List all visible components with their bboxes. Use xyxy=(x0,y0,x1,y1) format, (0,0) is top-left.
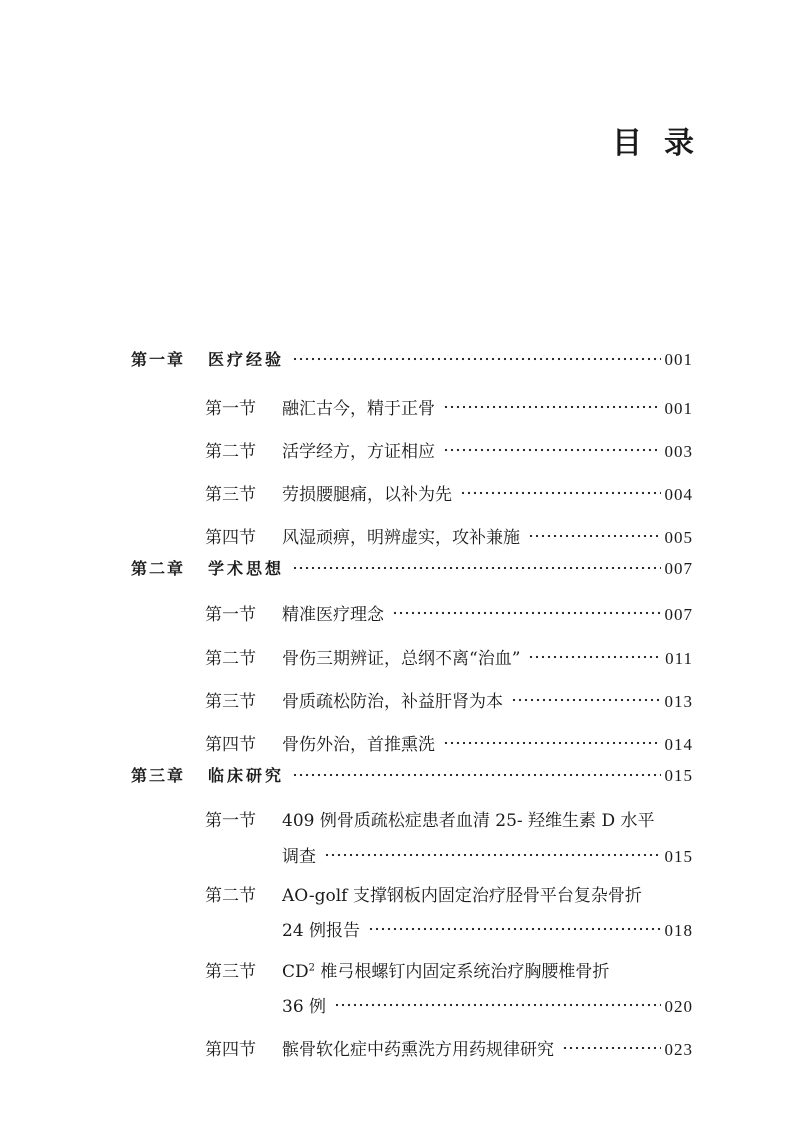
dot-leader xyxy=(292,566,660,570)
toc-section-3-4[interactable] xyxy=(205,1035,693,1060)
dot-leader xyxy=(392,611,661,615)
toc-chapter-2[interactable] xyxy=(131,556,693,579)
toc-section-2-1[interactable] xyxy=(205,600,693,625)
section-title: 骨伤外治，首推熏洗 xyxy=(282,735,435,755)
section-title-line-1 xyxy=(282,957,609,982)
section-number: 第四节 xyxy=(205,1040,256,1060)
page-number: 015 xyxy=(664,766,693,785)
dot-leader xyxy=(334,1003,660,1007)
toc-section-3-3-continued[interactable] xyxy=(282,992,693,1017)
section-title: 融汇古今，精于正骨 xyxy=(282,399,435,419)
dot-leader xyxy=(292,357,660,361)
page-title xyxy=(612,118,694,162)
dot-leader xyxy=(443,448,661,452)
section-number: 第一节 xyxy=(205,605,256,625)
section-title: 髌骨软化症中药熏洗方用药规律研究 xyxy=(282,1040,554,1060)
section-number: 第三节 xyxy=(205,962,256,982)
section-title-line-1: 409 例骨质疏松症患者血清 25- 羟维生素 D 水平 xyxy=(282,811,655,831)
toc-section-3-3[interactable] xyxy=(205,957,693,982)
chapter-number: 第三章 xyxy=(131,766,186,785)
superscript-2: 2 xyxy=(308,962,316,974)
section-title-line-2: 24 例报告 xyxy=(282,921,361,941)
page-number: 007 xyxy=(664,559,693,578)
section-title: 骨伤三期辨证，总纲不离“治血” xyxy=(282,649,521,669)
toc-section-1-4[interactable] xyxy=(205,523,693,548)
toc-section-3-1[interactable] xyxy=(205,806,693,831)
toc-section-1-3[interactable] xyxy=(205,480,693,505)
section-number: 第二节 xyxy=(205,886,256,906)
section-number: 第一节 xyxy=(205,399,256,419)
page-number: 004 xyxy=(664,485,693,504)
toc-chapter-1[interactable] xyxy=(131,347,693,370)
chapter-number: 第二章 xyxy=(131,559,186,578)
section-title-line-2: 调查 xyxy=(282,847,316,867)
page-number: 005 xyxy=(664,528,693,547)
toc-section-3-2[interactable] xyxy=(205,881,693,906)
title-char-2: 录 xyxy=(664,126,694,161)
dot-leader xyxy=(528,534,661,538)
section-title: 骨质疏松防治，补益肝肾为本 xyxy=(282,692,503,712)
section-number: 第三节 xyxy=(205,485,256,505)
page-number: 014 xyxy=(664,735,693,754)
toc-section-3-2-continued[interactable] xyxy=(282,916,693,941)
section-number: 第二节 xyxy=(205,442,256,462)
page-number: 020 xyxy=(664,997,693,1016)
chapter-number: 第一章 xyxy=(131,350,186,369)
page-number: 023 xyxy=(664,1040,693,1059)
toc-chapter-3[interactable] xyxy=(131,763,693,786)
section-title: 精准医疗理念 xyxy=(282,605,384,625)
chapter-title: 医疗经验 xyxy=(208,350,285,369)
section-number: 第一节 xyxy=(205,811,256,831)
page-number: 011 xyxy=(665,649,693,668)
page-number: 013 xyxy=(664,692,693,711)
toc-section-2-4[interactable] xyxy=(205,730,693,755)
cd-text: CD xyxy=(282,962,309,982)
toc-section-2-3[interactable] xyxy=(205,687,693,712)
section-number: 第三节 xyxy=(205,692,256,712)
chapter-title: 学术思想 xyxy=(208,559,285,578)
dot-leader xyxy=(368,927,660,931)
page-number: 003 xyxy=(664,442,693,461)
dot-leader xyxy=(443,405,661,409)
page-number: 001 xyxy=(664,350,693,369)
dot-leader xyxy=(324,853,661,857)
title-char-1: 目 xyxy=(612,126,642,161)
section-title: 劳损腰腿痛，以补为先 xyxy=(282,485,452,505)
dot-leader xyxy=(511,698,661,702)
dot-leader xyxy=(292,773,660,777)
toc-section-1-2[interactable] xyxy=(205,437,693,462)
toc-section-3-1-continued[interactable] xyxy=(282,842,693,867)
dot-leader xyxy=(460,491,661,495)
section-number: 第四节 xyxy=(205,735,256,755)
section-title-line-2: 36 例 xyxy=(282,997,327,1017)
dot-leader xyxy=(443,741,661,745)
dot-leader xyxy=(528,655,661,659)
section-title: 风湿顽痹，明辨虚实，攻补兼施 xyxy=(282,528,520,548)
section-title-line-1: AO-golf 支撑钢板内固定治疗胫骨平台复杂骨折 xyxy=(282,886,642,906)
page-number: 018 xyxy=(664,921,693,940)
toc-section-1-1[interactable] xyxy=(205,394,693,419)
title-rest: 椎弓根螺钉内固定系统治疗胸腰椎骨折 xyxy=(315,962,610,982)
page-number: 015 xyxy=(664,847,693,866)
section-number: 第二节 xyxy=(205,649,256,669)
dot-leader xyxy=(562,1046,661,1050)
toc-section-2-2[interactable] xyxy=(205,644,693,669)
chapter-title: 临床研究 xyxy=(208,766,285,785)
section-title: 活学经方，方证相应 xyxy=(282,442,435,462)
page-number: 001 xyxy=(664,399,693,418)
section-number: 第四节 xyxy=(205,528,256,548)
page-number: 007 xyxy=(664,605,693,624)
